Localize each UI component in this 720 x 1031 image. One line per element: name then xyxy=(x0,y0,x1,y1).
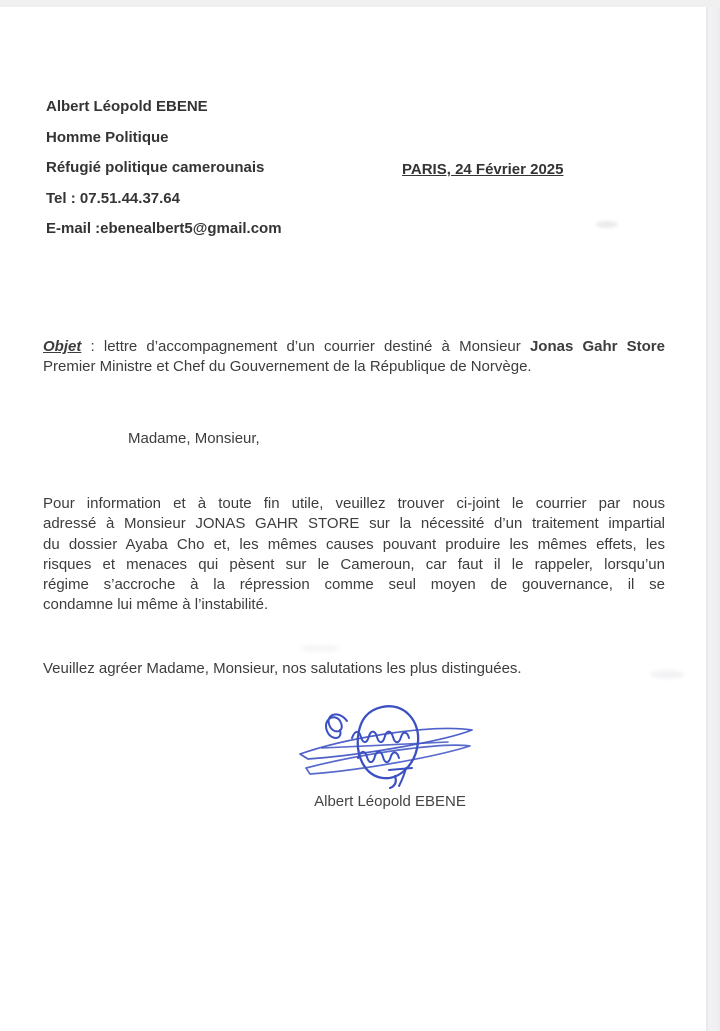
scan-smudge xyxy=(596,221,618,228)
sender-status: Réfugié politique camerounais xyxy=(46,159,265,176)
body-line: Pour information et à toute fin utile, veuillez trouver ci-joint le courrier par nous xyxy=(43,495,665,512)
subject-label: Objet xyxy=(43,338,82,355)
signer-name: Albert Léopold EBENE xyxy=(314,793,466,810)
closing-line: Veuillez agréer Madame, Monsieur, nos salutations les plus distinguées. xyxy=(43,660,522,677)
body-line: régime s’accroche à la répression comme seul moyen de gouvernance, il se xyxy=(43,576,665,594)
body-line: du dossier Ayaba Cho et, les mêmes causes pouvant produire les mêmes effets, les xyxy=(43,535,665,553)
salutation: Madame, Monsieur, xyxy=(128,430,260,447)
recipient-name: Jonas Gahr Store xyxy=(529,338,665,355)
subject-block xyxy=(43,337,665,377)
sender-phone: Tel : 07.51.44.37.64 xyxy=(46,189,180,207)
signature-svg xyxy=(294,697,484,791)
scan-smudge xyxy=(650,670,684,679)
body-line: risques et menaces qui pèsent sur le Cameroun, car faut il le rappeler, lorsqu’un xyxy=(43,555,665,573)
subject-text: : lettre d’accompagnement d’un courrier destiné à Monsieur xyxy=(81,338,530,355)
sender-email: E-mail :ebenealbert5@gmail.com xyxy=(46,220,282,237)
body-line: adressé à Monsieur JONAS GAHR STORE sur la nécessité d’un traitement impartial xyxy=(43,515,665,533)
handwritten-signature-icon xyxy=(294,697,484,791)
scan-smudge xyxy=(300,645,340,652)
scan-top-edge xyxy=(0,0,720,7)
subject-line-2: Premier Ministre et Chef du Gouvernement de la République de Norvège. xyxy=(43,358,532,375)
body-paragraph xyxy=(43,494,665,616)
body-line: condamne lui même à l’instabilité. xyxy=(43,596,269,614)
sender-title: Homme Politique xyxy=(46,128,169,146)
subject-line-1 xyxy=(43,337,665,357)
scan-right-page-edge xyxy=(706,7,720,1031)
sender-block xyxy=(46,92,282,245)
date-line: PARIS, 24 Février 2025 xyxy=(402,161,564,178)
sender-name: Albert Léopold EBENE xyxy=(46,98,208,115)
